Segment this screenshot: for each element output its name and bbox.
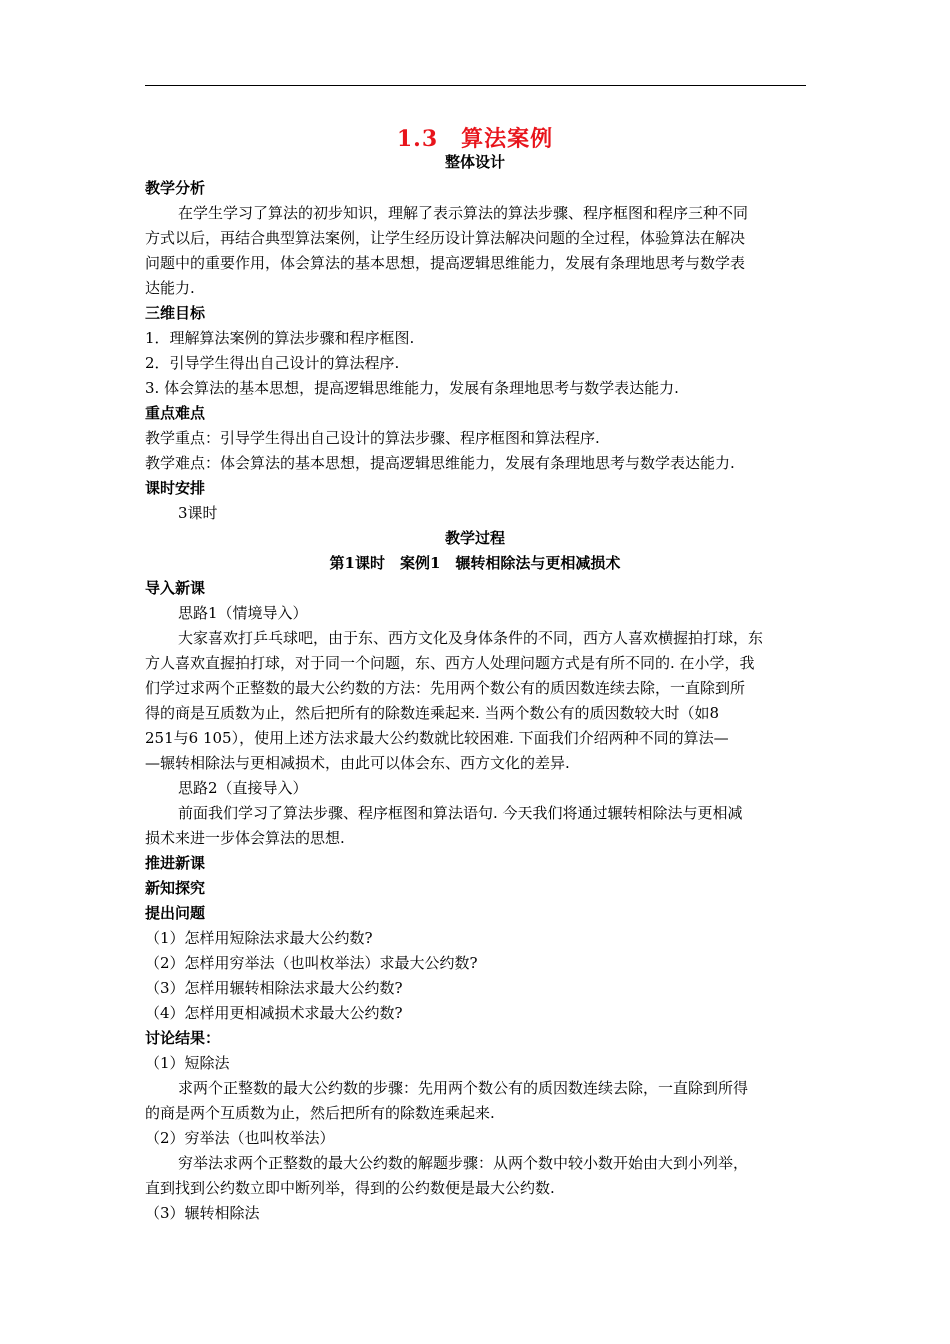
idea1-line: 251与6 105），使用上述方法求最大公约数就比较困难. 下面我们介绍两种不同的算法— [145,729,729,747]
question-item: （4）怎样用更相减损术求最大公约数? [145,1004,403,1022]
question-item: （1）怎样用短除法求最大公约数? [145,929,373,947]
idea2-label: 思路2（直接导入） [178,779,308,797]
result2-label: （2）穷举法（也叫枚举法） [145,1129,335,1147]
analysis-line: 方式以后，再结合典型算法案例，让学生经历设计算法解决问题的全过程，体验算法在解决 [145,229,746,247]
goal-item: 3. 体会算法的基本思想，提高逻辑思维能力，发展有条理地思考与数学表达能力. [145,379,679,397]
subtitle: 整体设计 [444,153,505,171]
heading-lesson: 第1课时 案例1 辗转相除法与更相减损术 [329,554,621,572]
heading-explore: 新知探究 [145,879,206,897]
heading-intro: 导入新课 [145,579,206,597]
heading-question: 提出问题 [145,904,206,922]
question-item: （3）怎样用辗转相除法求最大公约数? [145,979,403,997]
goal-item: 2．引导学生得出自己设计的算法程序. [145,354,400,372]
result2-line: 直到找到公约数立即中断列举，得到的公约数便是最大公约数. [145,1179,555,1197]
idea1-line: 得的商是互质数为止，然后把所有的除数连乘起来. 当两个数公有的质因数较大时（如8 [145,704,720,722]
question-item: （2）怎样用穷举法（也叫枚举法）求最大公约数? [145,954,478,972]
idea2-line: 前面我们学习了算法步骤、程序框图和算法语句. 今天我们将通过辗转相除法与更相减 [178,804,743,822]
idea1-line: 们学过求两个正整数的最大公约数的方法：先用两个数公有的质因数连续去除，一直除到所 [145,679,746,697]
idea1-line: 方人喜欢直握拍打球，对于同一个问题，东、西方人处理问题方式是有所不同的. 在小学，我 [145,654,755,672]
result1-label: （1）短除法 [145,1054,230,1072]
header-rule [145,85,806,86]
heading-goals: 三维目标 [145,304,206,322]
key-point: 教学重点：引导学生得出自己设计的算法步骤、程序框图和算法程序. [145,429,600,447]
result1-line: 的商是两个互质数为止，然后把所有的除数连乘起来. [145,1104,495,1122]
heading-hours: 课时安排 [145,479,206,497]
heading-advance: 推进新课 [145,854,206,872]
heading-discuss: 讨论结果： [145,1029,221,1047]
result3-label: （3）辗转相除法 [145,1204,260,1222]
idea2-line: 损术来进一步体会算法的思想. [145,829,345,847]
heading-analysis: 教学分析 [145,179,206,197]
result1-line: 求两个正整数的最大公约数的步骤：先用两个数公有的质因数连续去除，一直除到所得 [178,1079,749,1097]
idea1-line: —辗转相除法与更相减损术，由此可以体会东、西方文化的差异. [145,754,570,772]
analysis-line: 在学生学习了算法的初步知识，理解了表示算法的算法步骤、程序框图和程序三种不同 [178,204,749,222]
result2-line: 穷举法求两个正整数的最大公约数的解题步骤：从两个数中较小数开始由大到小列举， [178,1154,749,1172]
analysis-line: 问题中的重要作用，体会算法的基本思想，提高逻辑思维能力，发展有条理地思考与数学表 [145,254,746,272]
analysis-line: 达能力. [145,279,195,297]
page-title: 1.3 算法案例 [396,126,554,152]
key-point: 教学难点：体会算法的基本思想，提高逻辑思维能力，发展有条理地思考与数学表达能力. [145,454,735,472]
goal-item: 1．理解算法案例的算法步骤和程序框图. [145,329,415,347]
idea1-line: 大家喜欢打乒乓球吧，由于东、西方文化及身体条件的不同，西方人喜欢横握拍打球，东 [178,629,764,647]
heading-key-points: 重点难点 [145,404,206,422]
hours-text: 3课时 [178,504,218,522]
idea1-label: 思路1（情境导入） [178,604,308,622]
heading-process: 教学过程 [444,529,505,547]
